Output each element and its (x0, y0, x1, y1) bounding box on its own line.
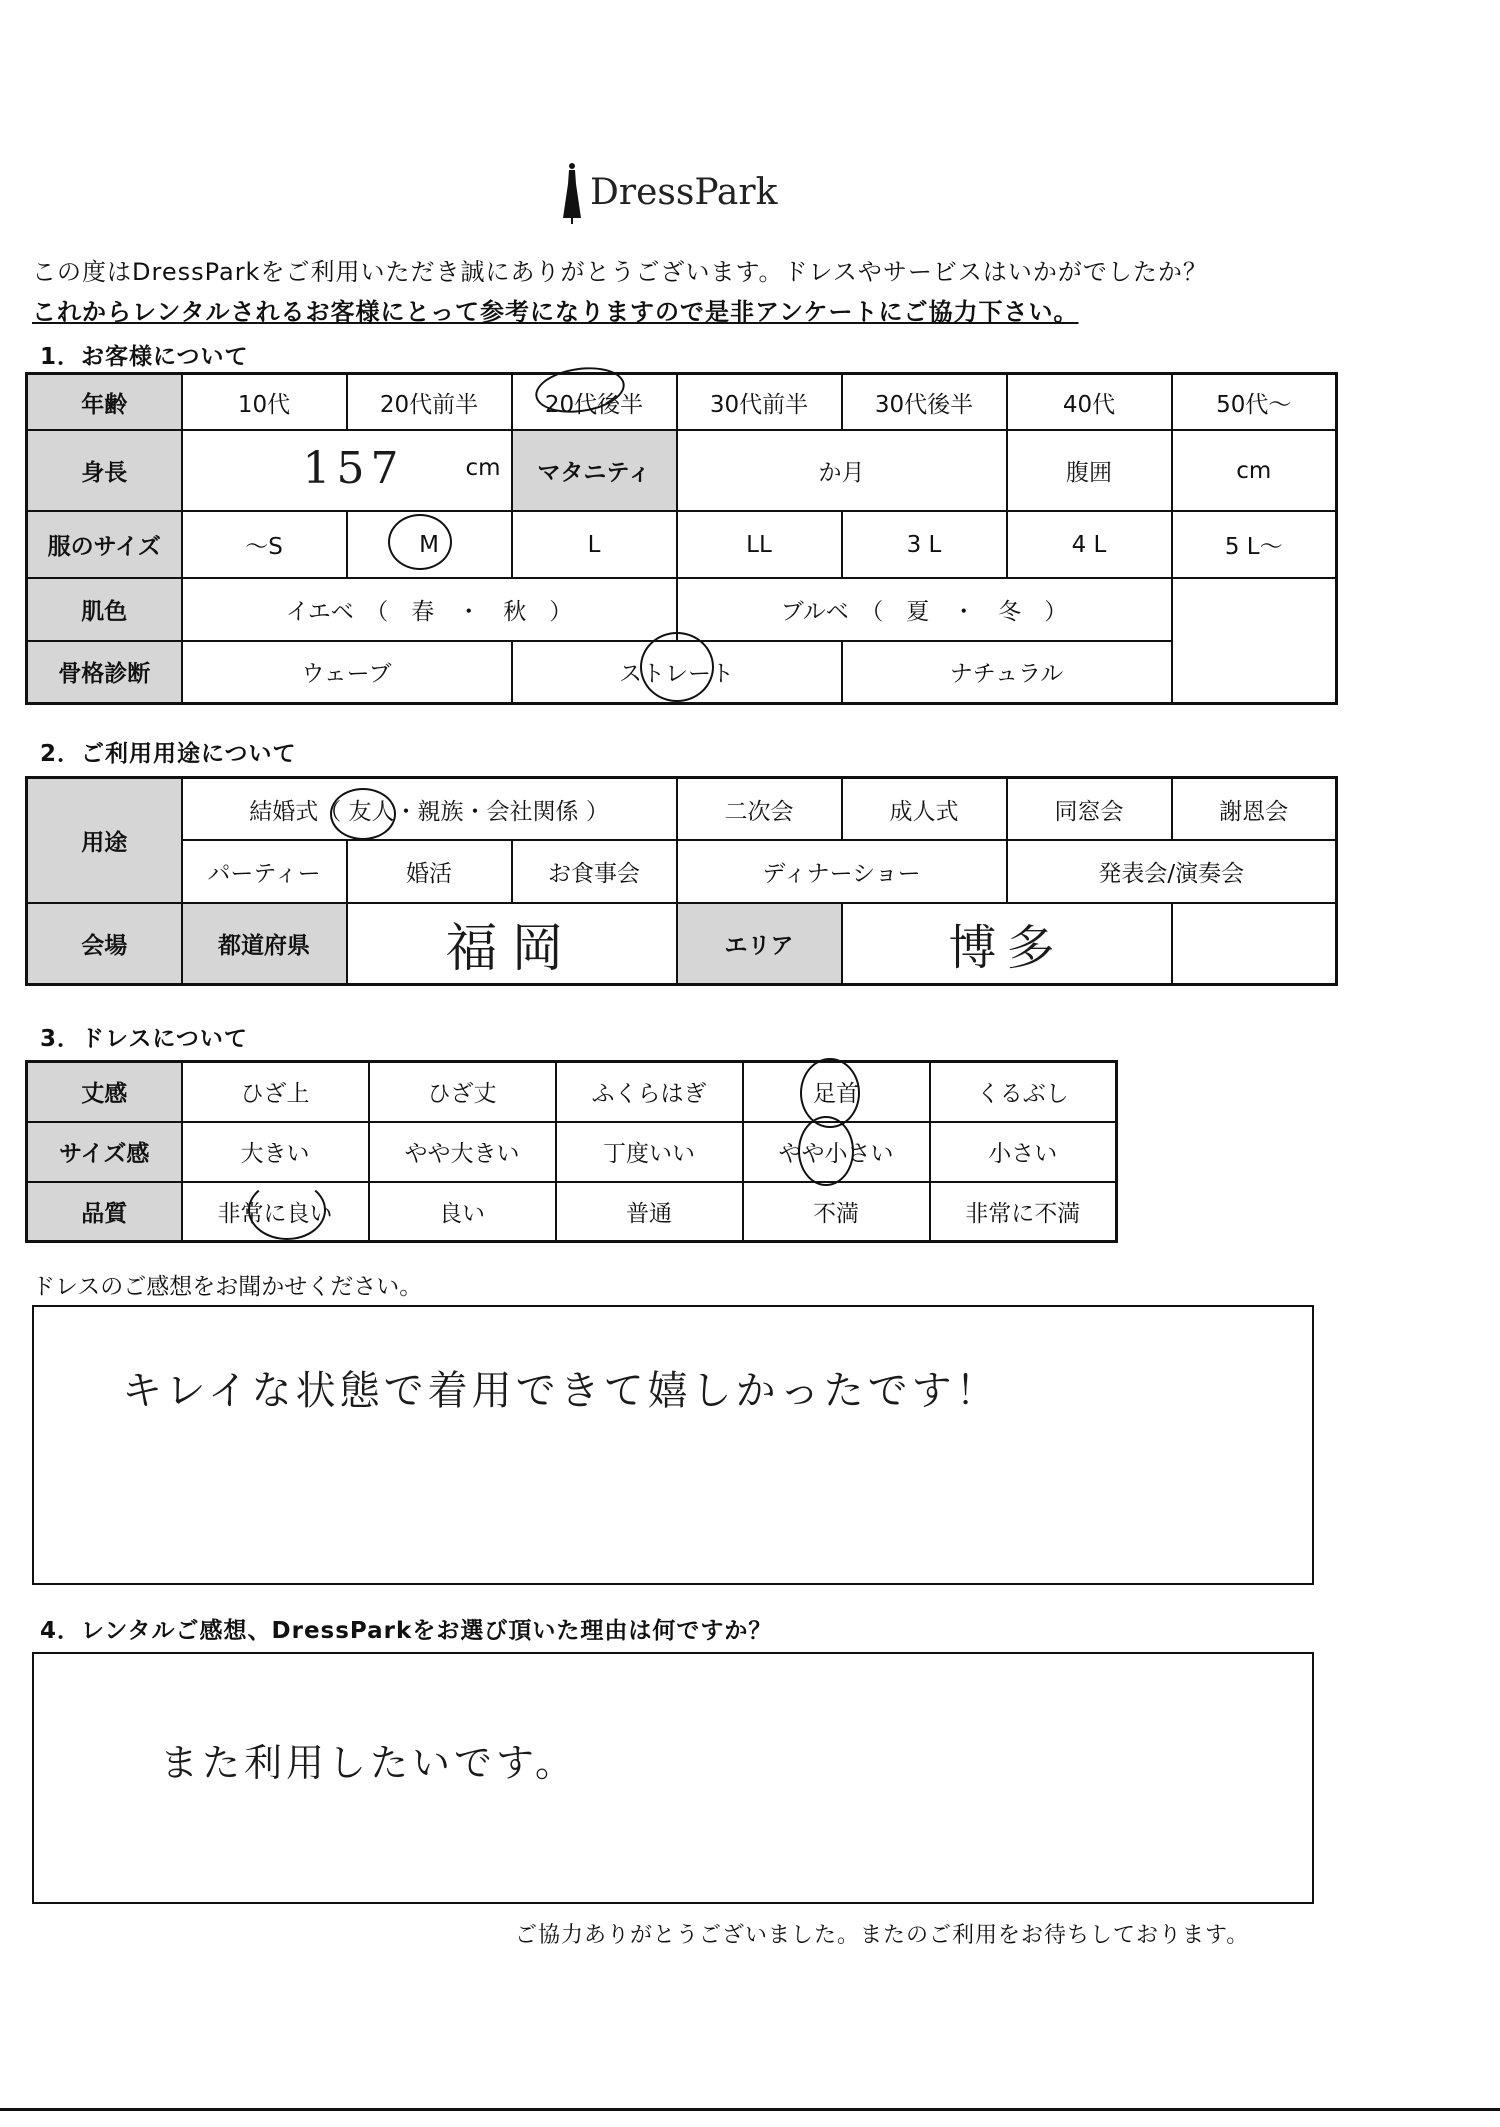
fit-option-selected[interactable]: やや小さい (743, 1122, 930, 1182)
purpose-option[interactable]: お食事会 (512, 840, 677, 903)
impression-box[interactable] (32, 1305, 1314, 1585)
fit-selection-mark (798, 1116, 854, 1186)
section4-title: 4．レンタルご感想、DressParkをお選び頂いた理由は何ですか？ (40, 1618, 773, 1644)
purpose-option[interactable]: 発表会/演奏会 (1007, 840, 1337, 903)
length-option[interactable]: くるぶし (930, 1062, 1117, 1122)
purpose-label: 用途 (27, 778, 182, 904)
section3-title: 3．ドレスについて (40, 1026, 248, 1052)
length-option[interactable]: ふくらはぎ (556, 1062, 743, 1122)
area-handwriting: 博多 (948, 920, 1065, 977)
purpose-wedding[interactable]: 結婚式（ 友人・親族・会社関係 ） (182, 778, 677, 841)
height-value: 157 (302, 443, 405, 495)
quality-option-selected[interactable]: 非常に良い (182, 1182, 369, 1242)
size-option[interactable]: 5 L～ (1172, 511, 1337, 578)
quality-selection-mark (248, 1180, 326, 1240)
venue-label: 会場 (27, 903, 182, 984)
purpose-option[interactable]: ディナーショー (677, 840, 1007, 903)
frame-option[interactable]: ウェーブ (182, 641, 512, 704)
dresspark-logo (560, 162, 800, 232)
waist-label: 腹囲 (1007, 430, 1172, 511)
area-value[interactable] (842, 903, 1172, 984)
purpose-option[interactable]: 婚活 (347, 840, 512, 903)
size-option[interactable]: 4 L (1007, 511, 1172, 578)
fit-option[interactable]: 大きい (182, 1122, 369, 1182)
age-option[interactable]: 10代 (182, 374, 347, 431)
frame-option-selected[interactable]: ストレート (512, 641, 842, 704)
size-selection-mark (388, 514, 452, 570)
prefecture-value[interactable] (347, 903, 677, 984)
maternity-months[interactable]: か月 (677, 430, 1007, 511)
age-row (27, 374, 1337, 431)
quality-row (27, 1182, 1117, 1242)
size-option[interactable]: L (512, 511, 677, 578)
height-label: 身長 (27, 430, 182, 511)
frame-label: 骨格診断 (27, 641, 182, 704)
skin-option-yellow[interactable]: イエベ （ 春 ・ 秋 ） (182, 578, 677, 641)
height-unit: cm (465, 455, 501, 482)
purpose-row-2 (27, 840, 1337, 903)
dress-table (25, 1060, 1118, 1243)
footer-thanks: ご協力ありがとうございました。またのご利用をお待ちしております。 (515, 1923, 1250, 1948)
reason-box[interactable] (32, 1652, 1314, 1904)
purpose-option[interactable]: 二次会 (677, 778, 842, 841)
fit-option[interactable]: 小さい (930, 1122, 1117, 1182)
age-label: 年齢 (27, 374, 182, 431)
length-option[interactable]: ひざ丈 (369, 1062, 556, 1122)
size-option[interactable]: 3 L (842, 511, 1007, 578)
size-option-selected[interactable]: M (347, 511, 512, 578)
quality-option[interactable]: 非常に不満 (930, 1182, 1117, 1242)
skin-option-blue[interactable]: ブルベ （ 夏 ・ 冬 ） (677, 578, 1172, 641)
purpose-option[interactable]: パーティー (182, 840, 347, 903)
age-option[interactable]: 40代 (1007, 374, 1172, 431)
length-row (27, 1062, 1117, 1122)
frame-option[interactable]: ナチュラル (842, 641, 1172, 704)
purpose-option[interactable]: 同窓会 (1007, 778, 1172, 841)
size-label: 服のサイズ (27, 511, 182, 578)
age-option-selected[interactable]: 20代後半 (512, 374, 677, 431)
age-option[interactable]: 50代～ (1172, 374, 1337, 431)
fit-option[interactable]: 丁度いい (556, 1122, 743, 1182)
impression-prompt: ドレスのご感想をお聞かせください。 (32, 1274, 423, 1300)
page-bottom-rule (0, 2108, 1500, 2111)
section1-title: 1．お客様について (40, 344, 249, 370)
quality-option[interactable]: 不満 (743, 1182, 930, 1242)
quality-label: 品質 (27, 1182, 182, 1242)
usage-table (25, 776, 1338, 986)
height-row (27, 430, 1337, 511)
intro-line-2: これからレンタルされるお客様にとって参考になりますので是非アンケートにご協力下さい。 (32, 298, 1079, 326)
quality-option[interactable]: 良い (369, 1182, 556, 1242)
prefecture-label: 都道府県 (182, 903, 347, 984)
area-label: エリア (677, 903, 842, 984)
height-field[interactable] (182, 430, 512, 511)
impression-handwriting: キレイな状態で着用できて嬉しかったです！ (122, 1368, 1000, 1414)
fit-label: サイズ感 (27, 1122, 182, 1182)
size-option[interactable]: ～S (182, 511, 347, 578)
purpose-selection-mark (330, 788, 396, 840)
purpose-option[interactable]: 成人式 (842, 778, 1007, 841)
size-row (27, 511, 1337, 578)
fit-option[interactable]: やや大きい (369, 1122, 556, 1182)
age-option[interactable]: 30代後半 (842, 374, 1007, 431)
age-option[interactable]: 20代前半 (347, 374, 512, 431)
length-option-selected[interactable]: 足首 (743, 1062, 930, 1122)
length-label: 丈感 (27, 1062, 182, 1122)
intro-line-1: この度はDressParkをご利用いただき誠にありがとうございます。ドレスやサービスはいかがでしたか？ (32, 258, 1208, 286)
prefecture-handwriting: 福岡 (445, 919, 578, 980)
frame-selection-mark (640, 632, 714, 702)
length-option[interactable]: ひざ上 (182, 1062, 369, 1122)
waist-unit[interactable]: cm (1172, 430, 1337, 511)
dress-icon (560, 162, 584, 224)
maternity-label: マタニティ (512, 430, 677, 511)
size-option[interactable]: LL (677, 511, 842, 578)
quality-option[interactable]: 普通 (556, 1182, 743, 1242)
age-option[interactable]: 30代前半 (677, 374, 842, 431)
venue-row (27, 903, 1337, 984)
brand-name: DressPark (590, 172, 778, 213)
reason-handwriting: また利用したいです。 (160, 1741, 577, 1785)
skin-label: 肌色 (27, 578, 182, 641)
fit-row (27, 1122, 1117, 1182)
section2-title: 2．ご利用用途について (40, 741, 297, 767)
purpose-row-1 (27, 778, 1337, 841)
purpose-option[interactable]: 謝恩会 (1172, 778, 1337, 841)
